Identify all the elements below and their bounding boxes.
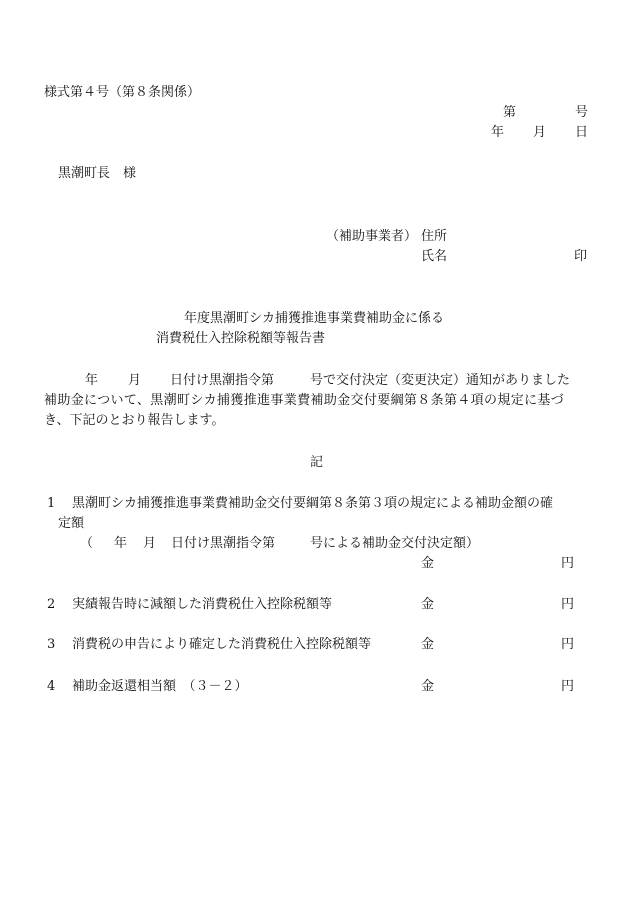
- item-1-sub-open: （: [80, 536, 94, 551]
- item-1-sub-month: 月: [143, 536, 157, 551]
- item-2-text: 実績報告時に減額した消費税仕入控除税額等: [72, 597, 333, 612]
- item-1-text-cont: 定額: [58, 516, 85, 531]
- applicant-address-label: 住所: [421, 229, 448, 244]
- seal-mark: 印: [574, 249, 588, 264]
- body-year: 年: [85, 373, 99, 388]
- body-text-1-rest: 号で交付決定（変更決定）通知がありました: [310, 373, 571, 388]
- item-4-yen: 円: [561, 679, 575, 694]
- item-2-number: 2: [47, 597, 56, 612]
- item-1-text: 黒潮町シカ捕獲推進事業費補助金交付要綱第８条第３項の規定による補助金額の確: [72, 496, 554, 511]
- item-1-number: 1: [47, 496, 56, 511]
- item-1-kin: 金: [421, 556, 435, 571]
- body-text-2: 補助金について、黒潮町シカ捕獲推進事業費補助金交付要綱第８条第４項の規定に基づ: [44, 393, 565, 408]
- report-title-line1: 年度黒潮町シカ捕獲推進事業費補助金に係る: [184, 311, 445, 326]
- doc-number-dai: 第: [503, 105, 517, 120]
- date-year: 年: [491, 125, 505, 140]
- item-3-kin: 金: [421, 637, 435, 652]
- item-2-yen: 円: [561, 597, 575, 612]
- item-3-number: 3: [47, 637, 56, 652]
- item-4-kin: 金: [421, 679, 435, 694]
- date-day: 日: [575, 125, 589, 140]
- date-month: 月: [533, 125, 547, 140]
- item-2-kin: 金: [421, 597, 435, 612]
- body-text-1: 日付け黒潮指令第: [170, 373, 275, 388]
- doc-number-go: 号: [575, 105, 589, 120]
- ki-heading: 記: [310, 455, 324, 470]
- item-1-sub-text: 日付け黒潮指令第: [171, 536, 276, 551]
- item-3-text: 消費税の申告により確定した消費税仕入控除税額等: [72, 637, 372, 652]
- item-1-sub-rest: 号による補助金交付決定額）: [310, 536, 480, 551]
- body-month: 月: [128, 373, 142, 388]
- item-4-text: 補助金返還相当額 （３－２）: [72, 679, 248, 694]
- body-text-3: き、下記のとおり報告します。: [44, 413, 225, 428]
- report-title-line2: 消費税仕入控除税額等報告書: [156, 331, 326, 346]
- item-4-number: 4: [47, 679, 56, 694]
- item-3-yen: 円: [561, 637, 575, 652]
- form-label: 様式第４号（第８条関係）: [44, 85, 201, 100]
- applicant-name-label: 氏名: [421, 249, 448, 264]
- applicant-role: （補助事業者）: [326, 229, 418, 244]
- addressee: 黒潮町長 様: [58, 166, 137, 181]
- item-1-yen: 円: [561, 556, 575, 571]
- item-1-sub-year: 年: [114, 536, 128, 551]
